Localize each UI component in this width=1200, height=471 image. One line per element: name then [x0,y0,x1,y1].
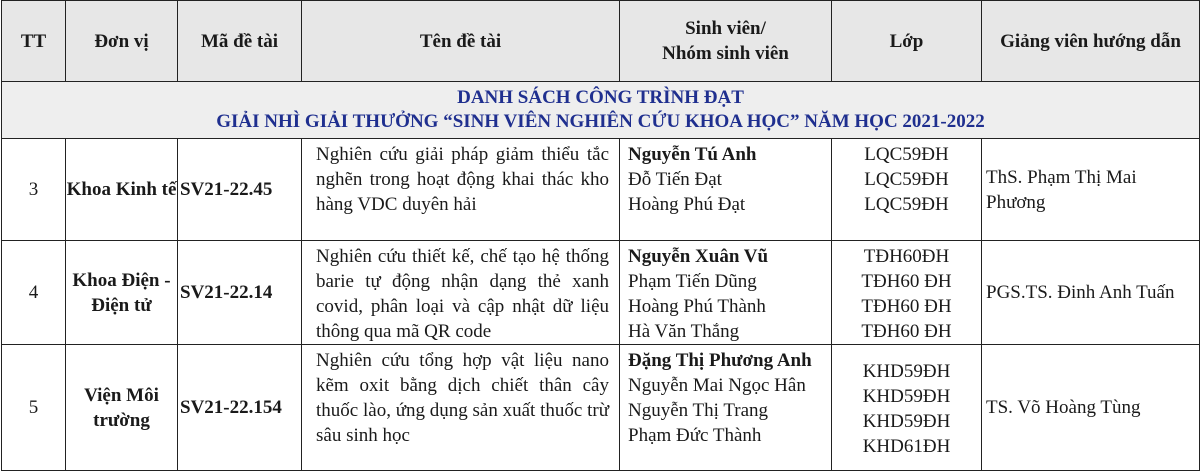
row-code: SV21-22.154 [178,345,302,471]
list-title [2,82,1200,139]
list-title-line2: GIẢI NHÌ GIẢI THƯỞNG “SINH VIÊN NGHIÊN CỨU KHOA HỌC” NĂM HỌC 2021-2022 [216,111,985,132]
row-tt: 3 [2,139,66,241]
row-classes [832,241,982,345]
row-students [620,345,832,471]
student-name: Nguyễn Xuân Vũ [628,246,769,267]
row-topic: Nghiên cứu giải pháp giảm thiểu tắc nghẽn trong hoạt động khai thác kho hàng VDC duyên hải [302,139,620,241]
table-row [2,241,1200,345]
class-code: TĐH60ĐH [863,246,950,267]
row-unit: Khoa Điện - Điện tử [66,241,178,345]
table-row [2,345,1200,471]
class-code: KHD59ĐH [862,361,951,382]
award-table [1,0,1200,471]
student-name: Nguyễn Thị Trang [628,400,769,421]
class-code: LQC59ĐH [864,194,949,215]
row-topic: Nghiên cứu thiết kế, chế tạo hệ thống barie tự động nhận dạng thẻ xanh covid, phân loại và cập nhật dữ liệu thông qua mã QR code [302,241,620,345]
header-tt: TT [2,1,66,82]
student-name: Phạm Đức Thành [628,425,762,446]
row-unit: Khoa Kinh tế [66,139,178,241]
header-students-line1: Sinh viên/ [685,18,766,39]
header-class: Lớp [832,1,982,82]
header-topic: Tên đề tài [302,1,620,82]
student-name: Đặng Thị Phương Anh [628,350,812,371]
row-topic: Nghiên cứu tổng hợp vật liệu nano kẽm oxit bằng dịch chiết thân cây thuốc lào, ứng dụng sản xuất thuốc trừ sâu sinh học [302,345,620,471]
header-unit: Đơn vị [66,1,178,82]
row-code: SV21-22.14 [178,241,302,345]
class-code: TĐH60 ĐH [861,271,952,292]
row-code: SV21-22.45 [178,139,302,241]
class-code: TĐH60 ĐH [861,296,952,317]
row-tt: 4 [2,241,66,345]
student-name: Hoàng Phú Đạt [628,194,746,215]
row-advisor: TS. Võ Hoàng Tùng [982,345,1200,471]
header-students [620,1,832,82]
table-row [2,139,1200,241]
title-row [2,82,1200,139]
row-students [620,139,832,241]
class-code: KHD61ĐH [862,436,951,457]
header-advisor: Giảng viên hướng dẫn [982,1,1200,82]
list-title-line1: DANH SÁCH CÔNG TRÌNH ĐẠT [457,87,744,108]
class-code: KHD59ĐH [862,386,951,407]
student-name: Nguyễn Mai Ngọc Hân [628,375,806,396]
class-code: KHD59ĐH [862,411,951,432]
class-code: TĐH60 ĐH [861,321,952,342]
row-unit: Viện Môi trường [66,345,178,471]
row-classes [832,345,982,471]
row-tt: 5 [2,345,66,471]
student-name: Hoàng Phú Thành [628,296,766,317]
class-code: LQC59ĐH [864,144,949,165]
row-advisor: PGS.TS. Đinh Anh Tuấn [982,241,1200,345]
header-row [2,1,1200,82]
row-students [620,241,832,345]
header-students-line2: Nhóm sinh viên [662,43,789,64]
class-code: LQC59ĐH [864,169,949,190]
student-name: Phạm Tiến Dũng [628,271,757,292]
row-classes [832,139,982,241]
row-advisor: ThS. Phạm Thị Mai Phương [982,139,1200,241]
student-name: Hà Văn Thắng [628,321,740,342]
header-code: Mã đề tài [178,1,302,82]
student-name: Nguyễn Tú Anh [628,144,757,165]
student-name: Đỗ Tiến Đạt [628,169,722,190]
